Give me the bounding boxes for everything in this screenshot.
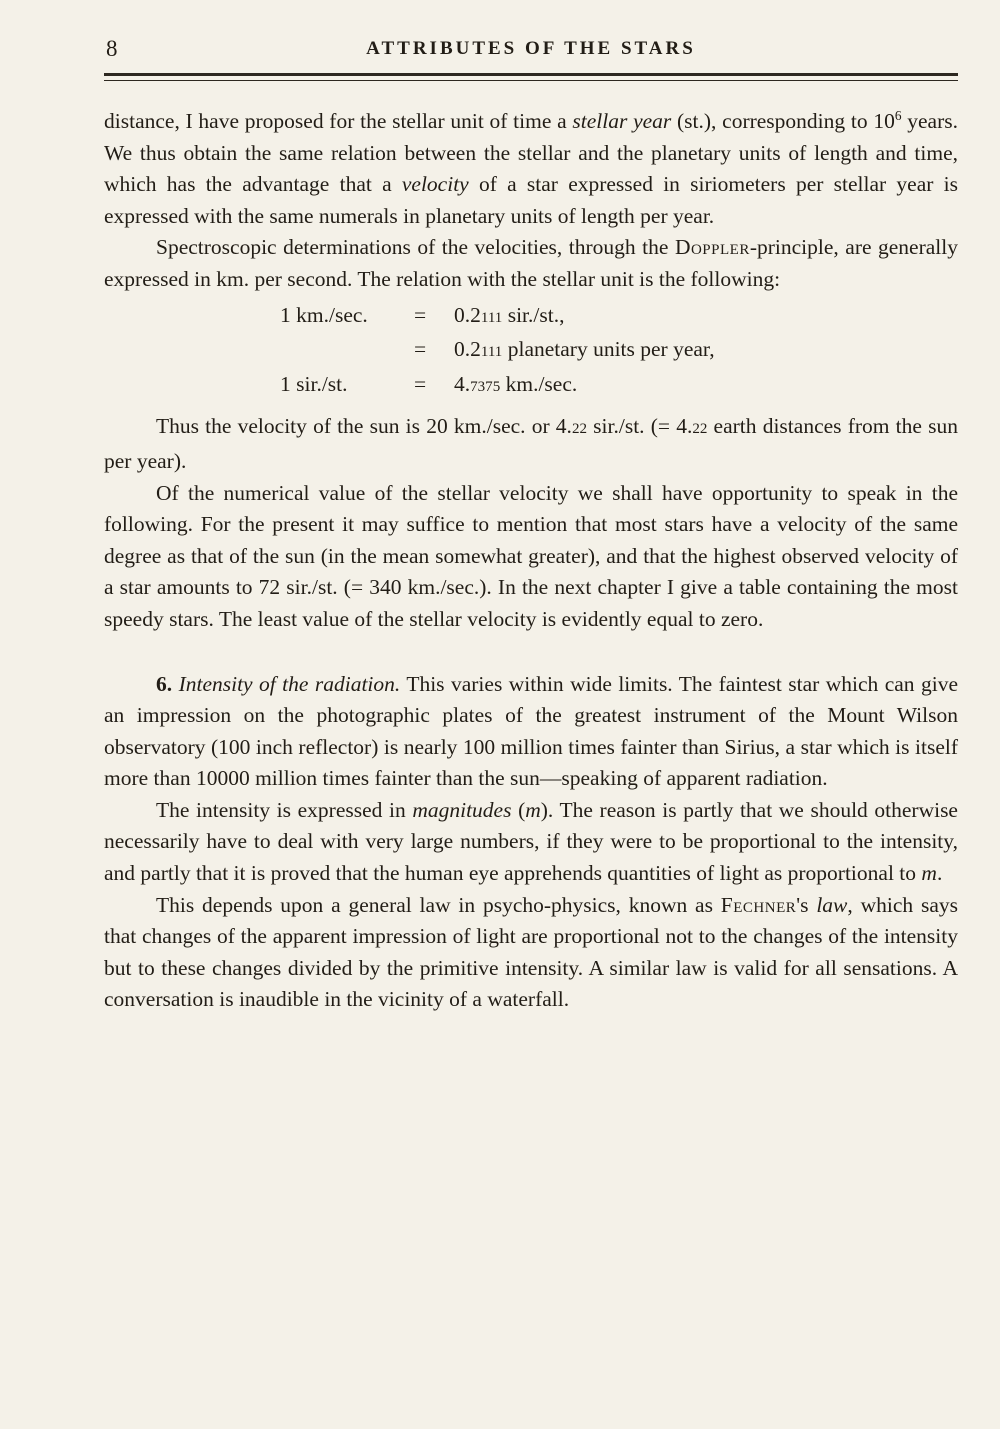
equation-lhs: 1 sir./st. bbox=[280, 371, 348, 396]
text-segment: magnitudes bbox=[412, 797, 512, 822]
equation-rhs bbox=[454, 300, 958, 335]
equation-lhs bbox=[280, 334, 414, 369]
text-segment: . bbox=[936, 861, 943, 886]
text-segment: Thus the velocity of the sun is 20 km./sec. or 4. bbox=[156, 414, 572, 439]
text-segment: The intensity is expressed in bbox=[156, 797, 413, 822]
text-segment: sir./st. (= 4. bbox=[586, 414, 693, 439]
text-segment: km./sec. bbox=[500, 371, 578, 396]
equals-sign: = bbox=[414, 371, 427, 396]
equation-rhs bbox=[454, 369, 958, 404]
text-segment: stellar year bbox=[572, 109, 672, 133]
paragraph bbox=[104, 411, 958, 477]
text-segment: ). The reason is partly that we should otherwise necessarily have to deal with very large numbers, if they were to be proportional to the intensity, and partly that it is proved that the human eye apprehends quantities of light as proportional to bbox=[104, 797, 958, 886]
text-segment: years. We thus obtain the same relation between the stellar and the planetary units of length and time, which has the advantage that a bbox=[104, 109, 958, 197]
text-segment: 22 bbox=[692, 421, 708, 438]
text-segment: 111 bbox=[480, 309, 503, 326]
equation-row bbox=[280, 300, 958, 335]
paragraph bbox=[104, 106, 958, 232]
text-segment: (st.), corresponding to 10 bbox=[671, 109, 895, 133]
text-segment: earth distances from the sun per year). bbox=[104, 414, 958, 473]
running-head-title: ATTRIBUTES OF THE STARS bbox=[366, 38, 696, 59]
equation-lhs: 1 km./sec. bbox=[280, 302, 368, 327]
text-segment: 6 bbox=[894, 107, 902, 123]
equals-sign: = bbox=[414, 302, 427, 327]
equation-rhs bbox=[454, 334, 958, 369]
text-segment: Of the numerical value of the stellar velocity we shall have opportunity to speak in the following. For the present it may suffice to mention that most stars have a velocity of the same degree as that of the sun (in the mean somewhat greater), and that the highest observed velocity of a star amounts to 72 sir./st. (= 340 km./sec.). In the next chapter I give a table containing the most speedy stars. The least value of the stellar velocity is evidently equal to zero. bbox=[104, 480, 958, 631]
section-paragraph bbox=[104, 669, 958, 795]
text-segment: Intensity of the radiation. bbox=[178, 671, 401, 696]
text-segment: m bbox=[525, 797, 541, 822]
text-segment: 6. bbox=[156, 671, 179, 696]
text-segment: planetary units per year, bbox=[502, 337, 715, 362]
text-segment: Fechner bbox=[720, 892, 797, 917]
equation-row bbox=[280, 369, 958, 404]
text-segment: 's bbox=[796, 892, 817, 917]
text-segment: This depends upon a general law in psycho-physics, known as bbox=[156, 892, 721, 917]
text-segment: distance, I have proposed for the stellar unit of time a bbox=[104, 109, 573, 133]
page-number: 8 bbox=[106, 36, 118, 61]
paragraph bbox=[104, 478, 958, 636]
text-segment: Spectroscopic determinations of the velocities, through the bbox=[156, 235, 675, 260]
paragraph bbox=[104, 232, 958, 295]
text-segment: Doppler bbox=[674, 235, 750, 260]
text-segment: m bbox=[921, 861, 937, 886]
text-segment: 7375 bbox=[470, 378, 501, 395]
text-segment: 0.2 bbox=[454, 337, 481, 362]
equation-row bbox=[280, 334, 958, 369]
rule-line-bottom bbox=[104, 80, 958, 82]
header-double-rule bbox=[104, 73, 958, 81]
text-segment: sir./st., bbox=[502, 302, 565, 327]
text-segment: 4. bbox=[454, 371, 471, 396]
text-segment: 111 bbox=[480, 344, 503, 361]
equals-sign: = bbox=[414, 337, 427, 362]
text-segment: ( bbox=[511, 797, 526, 822]
page-header bbox=[104, 34, 958, 66]
paragraph bbox=[104, 890, 958, 1016]
page-body bbox=[104, 106, 958, 1016]
text-segment: This varies within wide limits. The faintest star which can give an impression on the photographic plates of the greatest instrument of the Mount Wilson observatory (100 inch reflector) is nearly 100 million times fainter than Sirius, a star which is itself more than 10000 million times fainter than the sun—speaking of apparent radiation. bbox=[104, 671, 959, 791]
text-segment: law bbox=[816, 892, 848, 917]
text-segment: of a star expressed in siriometers per stellar year is expressed with the same numerals in planetary units of length per year. bbox=[104, 172, 959, 228]
rule-line-top bbox=[104, 73, 958, 76]
text-segment: , which says that changes of the apparent impression of light are proportional not to the changes of the intensity but to these changes divided by the primitive intensity. A similar law is valid for all sensations. A conversation is inaudible in the vicinity of a waterfall. bbox=[104, 892, 958, 1012]
text-segment: velocity bbox=[401, 172, 469, 197]
text-segment: 0.2 bbox=[454, 302, 481, 327]
equation-block bbox=[280, 300, 958, 404]
text-segment: -principle, are generally expressed in km. per second. The relation with the stellar unit is the following: bbox=[104, 235, 959, 291]
text-segment: 22 bbox=[571, 421, 587, 438]
paragraph bbox=[104, 795, 958, 890]
